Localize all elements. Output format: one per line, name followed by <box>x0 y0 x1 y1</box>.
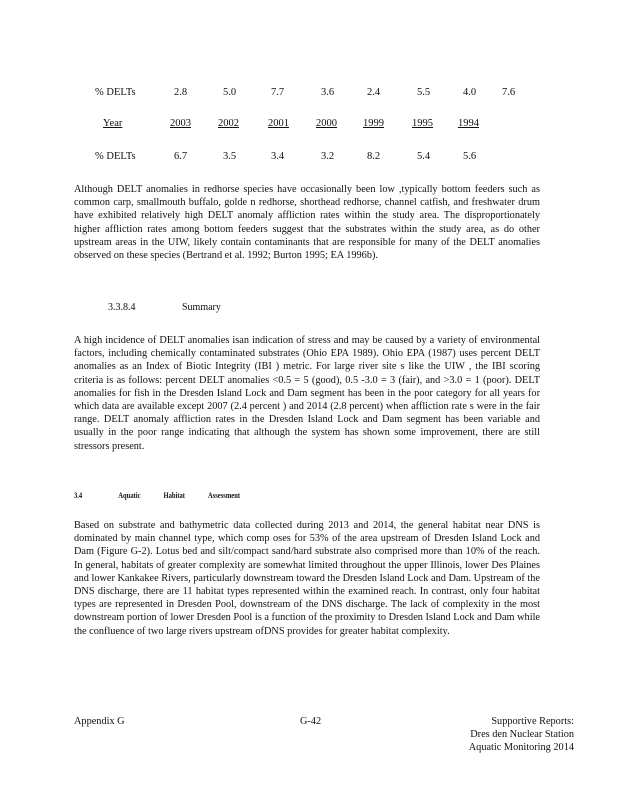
year-header: Year <box>103 118 123 129</box>
year-cell: 2000 <box>316 118 337 129</box>
table-cell: 3.2 <box>321 151 335 162</box>
table-cell: 2.8 <box>174 87 188 98</box>
table-cell: 6.7 <box>174 151 188 162</box>
year-cell: 1999 <box>363 118 384 129</box>
table-cell: 5.4 <box>417 151 431 162</box>
table-header-row <box>0 116 618 132</box>
table-cell: 7.7 <box>271 87 285 98</box>
table-cell: 3.5 <box>223 151 237 162</box>
table-cell: 5.6 <box>463 151 477 162</box>
year-cell: 1994 <box>458 118 479 129</box>
year-cell: 2002 <box>218 118 239 129</box>
footer-right-line: Dres den Nuclear Station <box>470 729 574 741</box>
page-number: G-42 <box>300 716 322 727</box>
section-title-word: Assessment <box>207 491 241 500</box>
table-cell: 5.0 <box>223 87 237 98</box>
table-cell: 8.2 <box>367 151 381 162</box>
section-number: 3.3.8.4 <box>108 302 136 313</box>
footer-left: Appendix G <box>74 716 125 727</box>
footer-right-line: Supportive Reports: <box>491 716 574 727</box>
paragraph: Based on substrate and bathymetric data collected during 2013 and 2014, the general habitat near DNS is dominated by main channel type, which comp oses for 53% of the area upstream of Dresden Island Lock and Dam (Figure G-2). Lotus bed and silt/compact sand/hard substrate also comprised more than 10% of the reach. In general, habitats of greater complexity are somewhat limited throughout the upper Illinois, lower Des Plaines and lower Kankakee Rivers, particularly downstream toward the Dresden Island Lock and Dam. Upstream of the DNS discharge, there are 11 habitat types represented within the examined reach. In contrast, only four habitat types are represented in Dresden Pool, downstream of the DNS discharge. The lack of complexity in the most downstream portion of lower Dresden Pool is a function of the proximity to Dresden Island Lock and Dam while the confluence of two large rivers upstream ofDNS provides for greater habitat complexity. <box>74 520 540 637</box>
section-number: 3.4 <box>74 491 83 500</box>
table-row <box>0 85 618 101</box>
table-cell: 3.4 <box>271 151 285 162</box>
footer-right <box>440 715 574 755</box>
year-cell: 2001 <box>268 118 289 129</box>
year-cell: 2003 <box>170 118 191 129</box>
section-title: Summary <box>182 302 221 313</box>
paragraph: Although DELT anomalies in redhorse species have occasionally been low ,typically bottom feeders such as common carp, smallmouth buffalo, golde n redhorse, shorthead redhorse, channel catfish, and freshwater drum have exhibited relatively high DELT anomaly affliction rates within the study area. The disproportionately higher affliction rates among bottom feeders suggest that the substrates within the study area, as do other upstream areas in the UIW, likely contain contaminants that are responsible for many of the DELT anomalies observed on these species (Bertrand et al. 1992; Burton 1995; EA 1996b). <box>74 184 540 262</box>
paragraph: A high incidence of DELT anomalies isan indication of stress and may be caused by a variety of environmental factors, including chemically contaminated substrates (Ohio EPA 1989). Ohio EPA (1987) uses percent DELT anomalies as an Index of Biotic Integrity (IBI ) metric. For large river site s like the UIW , the IBI scoring criteria is as follows: percent DELT anomalies <0.5 = 5 (good), 0.5 -3.0 = 3 (fair), and >3.0 = 1 (poor). DELT anomalies for fish in the Dresden Island Lock and Dam segment has been in the poor category for all years for which data are available except 2007 (2.4 percent ) and 2014 (2.8 percent) when affliction rate s were in the fair range. DELT anomaly affliction rates in the Dresden Island Lock and Dam segment has been variable and usually in the poor range indicating that although the system has shown some improvement, there are still stressors present. <box>74 335 540 452</box>
section-title-word: Aquatic <box>118 491 141 500</box>
row-label: % DELTs <box>95 87 136 98</box>
table-row <box>0 149 618 165</box>
table-cell: 4.0 <box>463 87 477 98</box>
table-cell: 2.4 <box>367 87 381 98</box>
section-title-word: Habitat <box>163 491 185 500</box>
table-cell: 7.6 <box>502 87 516 98</box>
section-heading <box>74 490 240 502</box>
row-label: % DELTs <box>95 151 136 162</box>
table-cell: 3.6 <box>321 87 335 98</box>
year-cell: 1995 <box>412 118 433 129</box>
footer-right-line: Aquatic Monitoring 2014 <box>468 742 574 754</box>
table-cell: 5.5 <box>417 87 431 98</box>
